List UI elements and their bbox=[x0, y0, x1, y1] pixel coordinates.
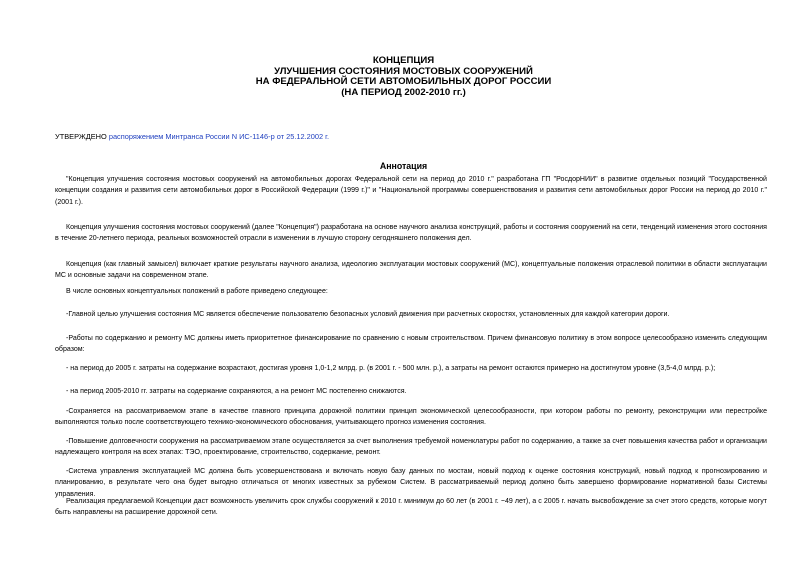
paragraph: В числе основных концептуальных положений в работе приведено следующее: bbox=[66, 288, 328, 295]
paragraph: Концепция (как главный замысел) включает краткие результаты научного анализа, идеологию эксплуатации мостовых сооружений (МС), концептуальные положения отраслевой политики в области эксплуатации МС и основные задачи на современном этапе. bbox=[55, 261, 767, 280]
title-line: (НА ПЕРИОД 2002-2010 гг.) bbox=[341, 86, 466, 98]
approval-order-link[interactable]: распоряжением Минтранса России N ИС-1146-р от 25.12.2002 г. bbox=[108, 132, 330, 141]
paragraph: - на период до 2005 г. затраты на содержание возрастают, достигая уровня 1,0-1,2 млрд. р. (в 2001 г. - 500 млн. р.), а затраты на ремонт остаются примерно на достигнутом уровне (3,5-4,0 млрд. р.); bbox=[66, 365, 716, 372]
paragraph: -Система управления эксплуатацией МС должна быть усовершенствована и включать новую базу данных по мостам, новый подход к оценке состояния конструкций, новый подход к прогнозированию и планированию, в результате чего она будет выгодно отличаться от многих известных за рубежом Систем. В рассматриваемый период должно быть завершено формирование нормативной базы Системы управления. bbox=[55, 468, 767, 498]
title-line: КОНЦЕПЦИЯ bbox=[372, 55, 435, 66]
paragraph: - на период 2005-2010 гг. затраты на содержание сохраняются, а на ремонт МС постепенно снижаются. bbox=[66, 388, 407, 395]
annotation-heading: Аннотация bbox=[379, 161, 428, 171]
paragraph: "Концепция улучшения состояния мостовых сооружений на автомобильных дорогах Федеральной сети на период до 2010 г." разработана ГП "РосдорНИИ" в развитие отдельных позиций "Государственной концепции создания и развития сети автомобильных дорог в Российской Федерации (1999 г.)" и "Национальной программы совершенствования и развития сети автомобильных дорог России на период до 2010 г." (2001 г.). bbox=[55, 176, 767, 206]
document-title bbox=[0, 56, 807, 98]
paragraph: -Сохраняется на рассматриваемом этапе в качестве главного принципа дорожной политики принцип экономической целесообразности, при котором работы по ремонту, реконструкции или перестройке выполняются только после соответствующего технико-экономического обоснования, учитывающего прогноз изменения состояния. bbox=[55, 408, 767, 427]
paragraph: Реализация предлагаемой Концепции даст возможность увеличить срок службы сооружений к 2010 г. минимум до 60 лет (в 2001 г. ~49 лет), а с 2005 г. начать высвобождение за счет этого средств, которые могут быть направлены на расширение дорожной сети. bbox=[55, 498, 767, 517]
approval-prefix: УТВЕРЖДЕНО bbox=[55, 132, 109, 141]
paragraph: -Повышение долговечности сооружения на рассматриваемом этапе осуществляется за счет выполнения требуемой номенклатуры работ по содержанию, а также за счет повышения качества работ и организации надлежащего контроля на всех этапах: ТЭО, проектирование, строительство, содержание, ремонт. bbox=[55, 438, 767, 457]
title-line: НА ФЕДЕРАЛЬНОЙ СЕТИ АВТОМОБИЛЬНЫХ ДОРОГ РОССИИ bbox=[255, 76, 552, 88]
title-line: УЛУЧШЕНИЯ СОСТОЯНИЯ МОСТОВЫХ СООРУЖЕНИЙ bbox=[274, 65, 533, 77]
paragraph: Концепция улучшения состояния мостовых сооружений (далее "Концепция") разработана на основе научного анализа конструкций, работы и состояния сооружений на сети, тенденций изменения этого состояния в течение 20-летнего периода, реальных возможностей отрасли в изменении в лучшую сторону сегодняшнего положения дел. bbox=[55, 224, 767, 243]
paragraph: -Работы по содержанию и ремонту МС должны иметь приоритетное финансирование по сравнению с новым строительством. Причем финансовую политику в этом вопросе целесообразно изменить следующим образом: bbox=[55, 335, 767, 354]
approval-line bbox=[55, 132, 329, 141]
paragraph: -Главной целью улучшения состояния МС является обеспечение пользователю безопасных условий движения при расчетных скоростях, установленных для каждой категории дороги. bbox=[66, 311, 670, 318]
